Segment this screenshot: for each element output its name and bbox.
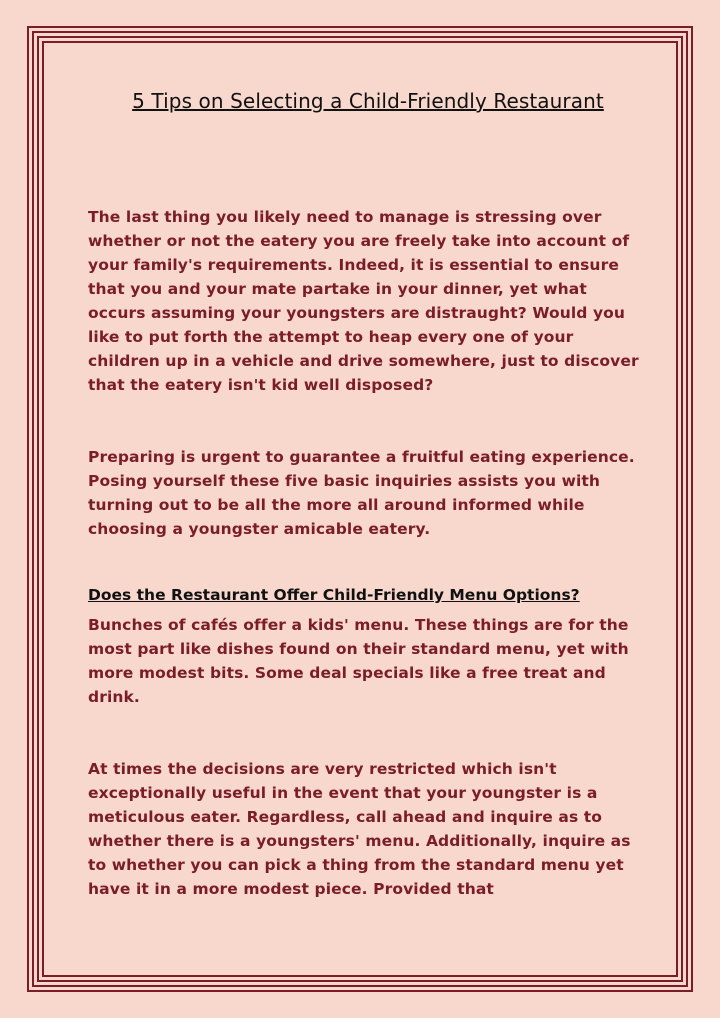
intro-paragraph: The last thing you likely need to manage is stressing over whether or not the eatery you are freely take into account of your family's requirements. Indeed, it is essential to ensure that you and your mate partake in your dinner, yet what occurs assuming your youngsters are distraught? Would you like to put forth the attempt to heap every one of your children up in a vehicle and drive somewhere, just to discover that the eatery isn't kid well disposed? bbox=[88, 208, 639, 394]
document-title: 5 Tips on Selecting a Child-Friendly Restaurant bbox=[132, 89, 604, 113]
document-content bbox=[88, 86, 648, 901]
section-paragraph-2: At times the decisions are very restricted which isn't exceptionally useful in the event that your youngster is a meticulous eater. Regardless, call ahead and inquire as to whether there is a youngsters' menu. Additionally, inquire as to whether you can pick a thing from the standard menu yet have it in a more modest piece. Provided that bbox=[88, 760, 631, 898]
section-paragraph-1: Bunches of cafés offer a kids' menu. These things are for the most part like dishes found on their standard menu, yet with more modest bits. Some deal specials like a free treat and drink. bbox=[88, 616, 629, 706]
section-heading: Does the Restaurant Offer Child-Friendly Menu Options? bbox=[88, 586, 580, 604]
preparation-paragraph: Preparing is urgent to guarantee a fruitful eating experience. Posing yourself these five basic inquiries assists you with turning out to be all the more all around informed while choosing a youngster amicable eatery. bbox=[88, 448, 635, 538]
